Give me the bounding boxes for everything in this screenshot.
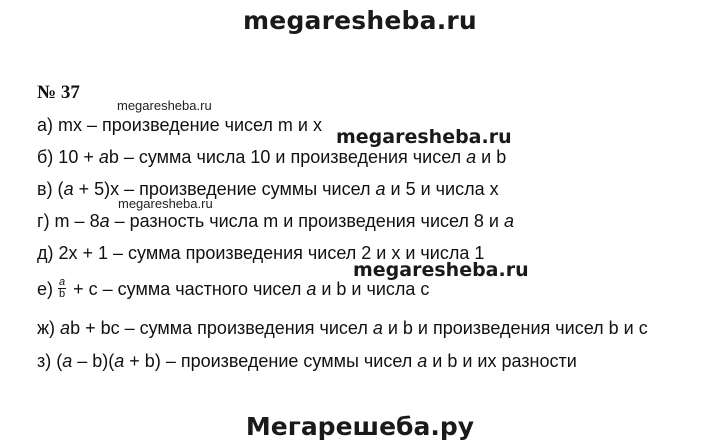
watermark-large: megaresheba.ru	[336, 126, 512, 148]
answer-b	[37, 146, 506, 168]
watermark-small: megaresheba.ru	[118, 196, 213, 211]
answer-text: ж)	[37, 318, 61, 338]
answer-text: + c – сумма частного чисел	[68, 279, 307, 299]
answer-text: и b и произведения чисел b и c	[382, 318, 648, 338]
answer-e	[37, 275, 430, 302]
variable-a: a	[417, 351, 428, 371]
answer-text: з) (	[37, 351, 63, 371]
problem-number: № 37	[37, 82, 80, 103]
answer-zh	[37, 317, 648, 339]
variable-a: a	[62, 351, 73, 371]
variable-a: a	[63, 179, 74, 199]
fraction-denominator: b	[59, 287, 66, 300]
answer-text: и b и их разности	[427, 351, 577, 371]
answer-text: и b	[476, 147, 507, 167]
answer-text: + 5)x – произведение суммы чисел	[73, 179, 376, 199]
fraction-numerator: a	[59, 275, 66, 288]
answer-text: – разность числа m и произведения чисел 8 и	[109, 211, 504, 231]
variable-a: a	[306, 279, 317, 299]
answer-v	[37, 178, 499, 200]
answer-text: д) 2x + 1 – сумма произведения чисел 2 и x и числа 1	[37, 243, 485, 263]
answer-text: а) mx – произведение чисел m и x	[37, 115, 322, 135]
variable-a: a	[375, 179, 386, 199]
answer-text: и 5 и числа x	[385, 179, 499, 199]
answer-text: + b) – произведение суммы чисел	[124, 351, 418, 371]
answer-prefix: е)	[37, 279, 59, 299]
variable-a: a	[99, 211, 110, 231]
variable-a: a	[60, 318, 71, 338]
answer-text: в) (	[37, 179, 64, 199]
variable-a: a	[114, 351, 125, 371]
answer-z	[37, 350, 577, 372]
answer-text: и b и числа c	[316, 279, 430, 299]
answer-text: – b)(	[72, 351, 115, 371]
watermark-large: megaresheba.ru	[353, 259, 529, 281]
answer-text: б) 10 +	[37, 147, 99, 167]
site-footer: Мегарешеба.ру	[245, 412, 475, 441]
variable-a: a	[98, 147, 109, 167]
answer-text: b – сумма числа 10 и произведения чисел	[108, 147, 467, 167]
fraction	[58, 277, 66, 300]
answer-a	[37, 114, 322, 136]
answer-text: г) m – 8	[37, 211, 100, 231]
site-header: megaresheba.ru	[243, 6, 477, 35]
variable-a: a	[372, 318, 383, 338]
variable-a: a	[466, 147, 477, 167]
answer-text: b + bc – сумма произведения чисел	[70, 318, 373, 338]
variable-a: a	[503, 211, 514, 231]
watermark-small: megaresheba.ru	[117, 98, 212, 113]
answer-g	[37, 210, 514, 232]
